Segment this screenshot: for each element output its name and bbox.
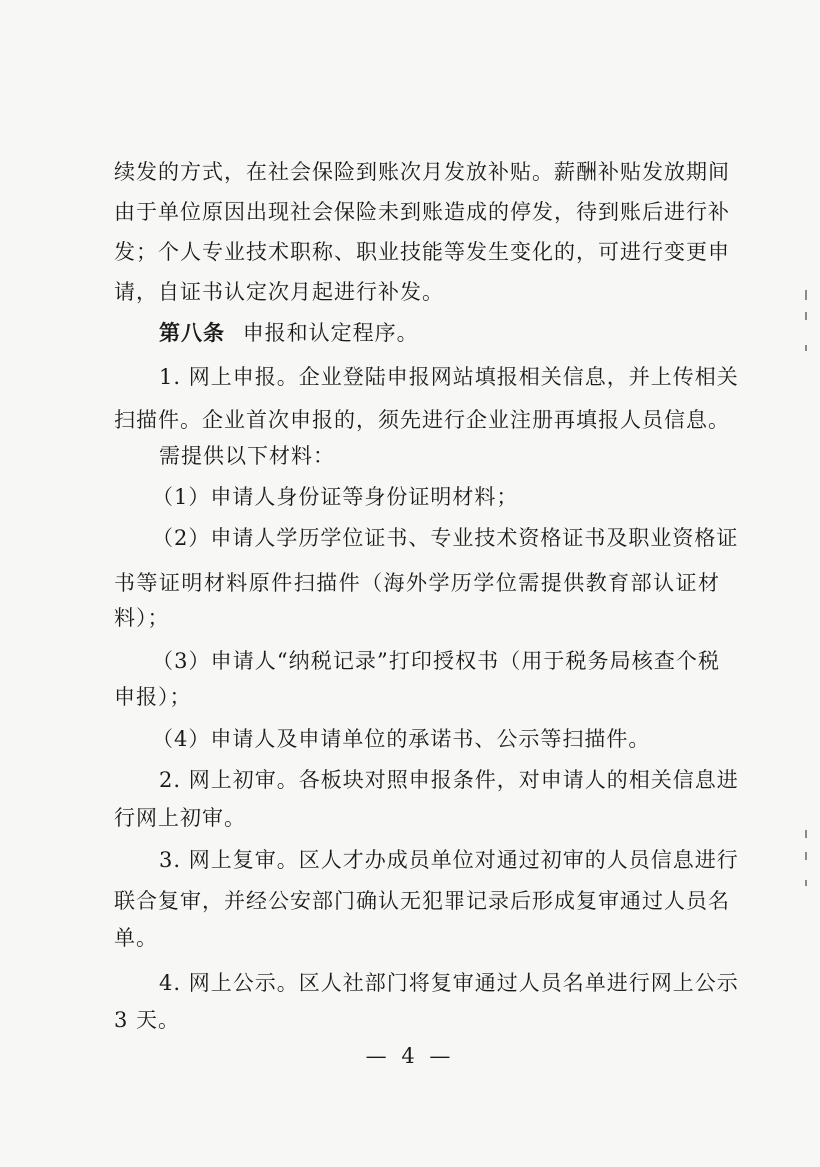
article-heading-line: [159, 313, 720, 353]
paragraph-line: 需提供以下材料：: [159, 444, 335, 468]
paragraph-line: （3）申请人“纳税记录”打印授权书（用于税务局核查个税: [152, 649, 720, 673]
binding-mark: [805, 852, 807, 860]
paragraph-line: 续发的方式，在社会保险到账次月发放补贴。薪酬补贴发放期间: [114, 160, 730, 184]
paragraph-line: 1. 网上申报。企业登陆申报网站填报相关信息，并上传相关: [159, 365, 739, 389]
page-number: — 4 —: [365, 1044, 455, 1068]
paragraph-line: 单。: [114, 926, 158, 950]
binding-mark: [805, 345, 807, 351]
paragraph-line: 行网上初审。: [114, 806, 246, 830]
paragraph-line: 请，自证书认定次月起进行补发。: [114, 280, 444, 304]
paragraph-line: 书等证明材料原件扫描件（海外学历学位需提供教育部认证材: [114, 571, 720, 595]
paragraph-line: （1）申请人身份证等身份证明材料；: [152, 485, 519, 509]
paragraph-line: 扫描件。企业首次申报的，须先进行企业注册再填报人员信息。: [114, 408, 730, 432]
paragraph-line: 由于单位原因出现社会保险未到账造成的停发，待到账后进行补: [114, 200, 730, 224]
paragraph-line: 3. 网上复审。区人才办成员单位对通过初审的人员信息进行: [159, 848, 739, 872]
paragraph-line: 料）；: [114, 606, 170, 630]
article-title: 申报和认定程序。: [242, 321, 419, 345]
paragraph-line: 4. 网上公示。区人社部门将复审通过人员名单进行网上公示: [159, 971, 739, 995]
paragraph-line: 2. 网上初审。各板块对照申报条件，对申请人的相关信息进: [159, 768, 739, 792]
binding-mark: [805, 290, 807, 300]
paragraph-line: 申报）；: [114, 685, 192, 709]
binding-mark: [805, 830, 807, 838]
binding-mark: [805, 880, 807, 886]
paragraph-line: 联合复审，并经公安部门确认无犯罪记录后形成复审通过人员名: [114, 889, 730, 913]
article-number: 第八条: [159, 320, 225, 345]
paragraph-line: （4）申请人及申请单位的承诺书、公示等扫描件。: [152, 727, 651, 751]
paragraph-line: 3 天。: [114, 1008, 181, 1032]
paragraph-line: 发；个人专业技术职称、职业技能等发生变化的，可进行变更申: [114, 240, 730, 264]
paragraph-line: （2）申请人学历学位证书、专业技术资格证书及职业资格证: [152, 526, 739, 550]
binding-mark: [805, 312, 807, 320]
